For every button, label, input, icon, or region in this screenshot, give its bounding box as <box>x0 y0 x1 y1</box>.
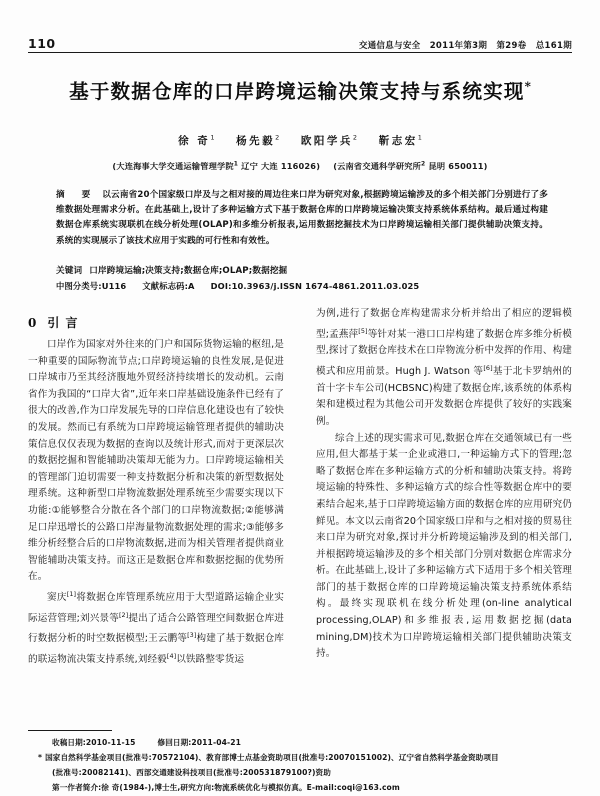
funding-mark: * <box>38 753 43 762</box>
author-affil-mark: 2 <box>275 133 280 142</box>
journal-title: 交通信息与安全 <box>358 40 421 51</box>
revised-date: 修回日期:2011-04-21 <box>157 738 241 747</box>
author-affil-mark: 1 <box>417 133 422 142</box>
section-title: 引 言 <box>47 316 79 330</box>
author-list <box>28 133 572 148</box>
author-name: 徐 奇 <box>178 135 211 147</box>
author-affil-mark: 1 <box>210 133 215 142</box>
article-title <box>28 76 572 104</box>
affiliation-address: 昆明 650011) <box>425 160 488 171</box>
footnote-rule <box>28 730 112 731</box>
left-column <box>28 306 284 720</box>
affiliation-item <box>112 161 320 171</box>
body-columns <box>28 306 572 720</box>
section-number: 0 <box>28 316 38 330</box>
paragraph: 口岸作为国家对外往来的门户和国际货物运输的枢纽,是一种重要的国际物流节点;口岸跨境运输的良性发展,是促进口岸城市乃至其经济腹地外贸经济持续增长的发动机。云南省作为我国的“口岸大省”,近年来口岸基础设施条件已经有了很大的改善,作为口岸发展先导的口岸信息化建设也有了较快的发展。然而已有系统为口岸跨境运输管理者提供的辅助决策信息仅仅表现为数据的查询以及统计形式,而对于更深层次的数据挖掘和智能辅助决策却无能为力。口岸跨境运输相关的管理部门迫切需要一种支持数据分析和决策的新型数据处理系统。这种新型口岸物流数据处理系统至少需要实现以下功能:①能够整合分散在各个部门的口岸物流数据;②能够满足口岸迅增长的公路口岸海量物流数据处理的需求;③能够多维分析经整合后的口岸物流数据,进而为相关管理者提供商业智能辅助决策支持。而这正是数据仓库和数据挖掘的优势所在。 <box>28 339 284 583</box>
author-affil-mark: 2 <box>352 133 358 142</box>
funding-text-2: (批准号:20082141)、西部交通建设科技项目(批准号:200531879100?)资助 <box>52 768 331 777</box>
affiliation-list <box>28 160 572 172</box>
paragraph: 综合上述的现实需求可见,数据仓库在交通领域已有一些应用,但大都基于某一企业或港口,一种运输方式下的管理;忽略了数据仓库在多种运输方式的分析和辅助决策支持。将跨境运输的特殊性、多种运输方式的综合性等数据仓库中的要素结合起来,基于口岸跨境运输方面的数据仓库的应用研究仍鲜见。本文以云南省20个国家级口岸和与之相对接的贸易往来口岸为研究对象,探讨并分析跨境运输涉及到的相关部门,并根据跨境运输涉及的多个相关部门分别对数据仓库需求分析。在此基础上,设计了多种运输方式下适用于多个相关管理部门的基于数据仓库的口岸跨境运输决策支持系统体系结构。最终实现联机在线分析处理(on-line analytical processing,OLAP)和多维报表,运用数据挖掘(data mining,DM)技术为口岸跨境运输相关部门提供辅助决策支持。 <box>316 432 572 660</box>
keywords-text: 口岸跨境运输;决策支持;数据仓库;OLAP;数据挖掘 <box>89 266 288 276</box>
document-code: 文献标志码:A <box>142 281 195 291</box>
affiliation-item <box>333 161 487 171</box>
classification-line <box>56 280 548 292</box>
section-heading <box>28 314 284 331</box>
doi: DOI:10.3963/j.ISSN 1674-4861.2011.03.025 <box>210 281 420 291</box>
paragraph: 窦庆[1]将数据仓库管理系统应用于大型道路运输企业实际运营管理;刘兴景等[2]提出了适合公路管理空间数据仓库进行数据分析的时空数据模型;王云鹏等[3]构建了基于数据仓库的联运物流决策支持系统,刘经毅[4]以铁路整零货运 <box>28 589 284 666</box>
affiliation-name: (大连海事大学交通运输管理学院 <box>112 160 234 171</box>
abstract-text: 以云南省20个国家级口岸及与之相对接的周边往来口岸为研究对象,根据跨境运输涉及的多个相关部门分别进行了多维数据处理需求分析。在此基础上,设计了多种运输方式下基于数据仓库的口岸跨境运输决策支持系统体系结构。最后通过构建数据仓库系统实现联机在线分析处理(OLAP)和多维分析报表,运用数据挖掘技术为口岸跨境运输相关部门提供辅助决策支持。系统的实现展示了该技术应用于实践的可行性和有效性。 <box>56 190 548 246</box>
footnote-dates <box>28 736 572 749</box>
affiliation-mark: 2 <box>421 160 426 167</box>
running-head <box>28 34 572 50</box>
page-number: 110 <box>28 35 56 51</box>
title-footnote-mark: * <box>524 79 531 94</box>
footnote-block <box>28 736 572 794</box>
abstract-label: 摘 要 <box>56 190 98 200</box>
volume: 第29卷 <box>496 40 527 51</box>
author-item <box>236 135 279 147</box>
footnote-funding-line-2 <box>28 766 572 779</box>
year-issue: 2011年第3期 <box>429 40 488 51</box>
author-name: 杨先毅 <box>236 135 276 147</box>
affiliation-name: (云南省交通科学研究所 <box>333 160 422 171</box>
paragraph: 为例,进行了数据仓库构建需求分析并给出了相应的逻辑模型;孟燕萍[5]等针对某一港口口岸构建了数据仓库多维分析模型,探讨了数据仓库技术在口岸物流分析中发挥的作用、构建模式和应用前景。Hugh J. Watson 等[6]基于北卡罗纳州的首十字卡车公司(HCBSNC)构建了数据仓库,该系统的体系构架和建模过程为其他公司开发数据仓库提供了较好的实践案例。 <box>316 308 572 427</box>
footnote-author-bio <box>28 781 572 794</box>
abstract-block <box>56 188 548 249</box>
author-item <box>379 135 422 147</box>
affiliation-address: 辽宁 大连 116026) <box>238 160 321 171</box>
author-item <box>301 135 357 147</box>
author-name: 欧阳学兵 <box>300 135 353 147</box>
keywords-block <box>56 264 548 276</box>
author-item <box>178 135 214 147</box>
funding-text-1: 国家自然科学基金项目(批准号:70572104)、教育部博士点基金资助项目(批准号:20070151002)、辽宁省自然科学基金资助项目 <box>45 753 499 762</box>
right-column <box>316 306 572 720</box>
clc-number: 中图分类号:U116 <box>56 281 127 291</box>
article-title-text: 基于数据仓库的口岸跨境运输决策支持与系统实现 <box>69 80 525 103</box>
keywords-label: 关键词 <box>56 266 83 276</box>
received-date: 收稿日期:2010-11-15 <box>52 738 136 747</box>
affiliation-mark: 1 <box>233 160 239 167</box>
serial-number: 总161期 <box>535 40 572 51</box>
header-rule <box>28 52 572 53</box>
journal-info <box>359 42 572 51</box>
footnote-funding-line-1 <box>28 751 572 764</box>
author-bio-text: 第一作者简介:徐 奇(1984-),博士生,研究方向:物流系统优化与模拟仿真。E-mail:coqi@163.com <box>52 783 400 792</box>
author-name: 靳志宏 <box>378 135 418 147</box>
